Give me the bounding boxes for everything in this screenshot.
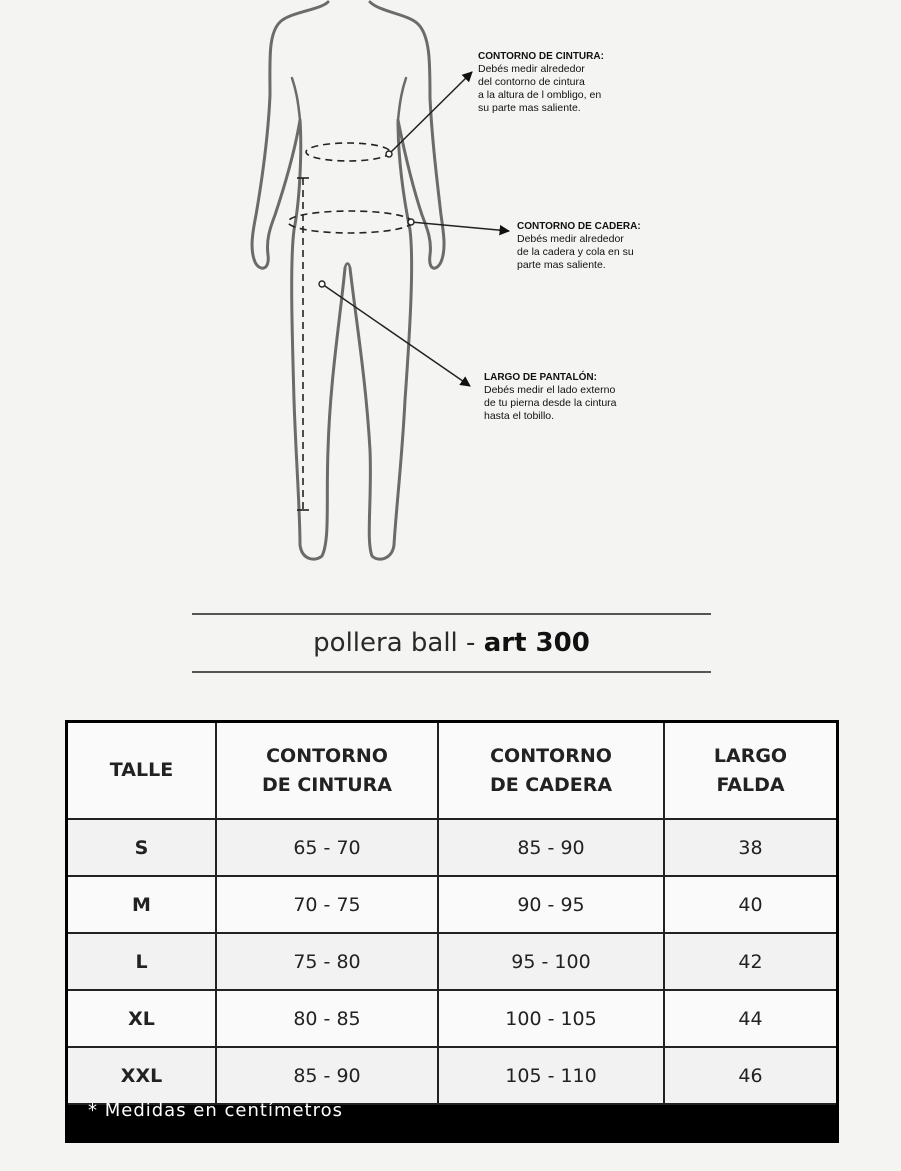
measurement-units-footnote: * Medidas en centímetros (88, 1100, 344, 1121)
waist-cell: 80 - 85 (217, 991, 439, 1048)
length-cell: 46 (665, 1048, 836, 1105)
hip-note-text: Debés medir alrededor de la cadera y cola en su parte mas saliente. (517, 233, 634, 271)
waist-cell: 75 - 80 (217, 934, 439, 991)
size-cell: XXL (68, 1048, 217, 1105)
length-cell: 40 (665, 877, 836, 934)
hip-cell: 105 - 110 (439, 1048, 665, 1105)
table-row (68, 991, 836, 1048)
header-skirt-length: LARGO FALDA (665, 723, 836, 820)
hip-measure-note (517, 220, 641, 272)
table-row (68, 1048, 836, 1105)
hip-cell: 90 - 95 (439, 877, 665, 934)
hip-cell: 100 - 105 (439, 991, 665, 1048)
waist-measure-note (478, 50, 604, 115)
product-name: pollera ball - (313, 628, 476, 658)
size-cell: L (68, 934, 217, 991)
size-cell: XL (68, 991, 217, 1048)
waist-note-title: CONTORNO DE CINTURA: (478, 51, 604, 62)
hip-cell: 95 - 100 (439, 934, 665, 991)
product-title (192, 613, 711, 673)
size-cell: S (68, 820, 217, 877)
header-waist: CONTORNO DE CINTURA (217, 723, 439, 820)
table-row (68, 877, 836, 934)
hip-cell: 85 - 90 (439, 820, 665, 877)
pant-length-note-text: Debés medir el lado externo de tu pierna desde la cintura hasta el tobillo. (484, 384, 617, 422)
pant-length-note-title: LARGO DE PANTALÓN: (484, 372, 597, 383)
waist-note-text: Debés medir alrededor del contorno de cintura a la altura de l ombligo, en su parte mas saliente. (478, 63, 602, 114)
header-hip: CONTORNO DE CADERA (439, 723, 665, 820)
length-cell: 44 (665, 991, 836, 1048)
product-article: art 300 (483, 628, 590, 658)
table-header-row (68, 723, 836, 820)
length-cell: 42 (665, 934, 836, 991)
hip-note-title: CONTORNO DE CADERA: (517, 221, 641, 232)
table-row (68, 820, 836, 877)
pant-length-note (484, 371, 617, 423)
size-cell: M (68, 877, 217, 934)
waist-cell: 70 - 75 (217, 877, 439, 934)
header-talle: TALLE (68, 723, 217, 820)
table-row (68, 934, 836, 991)
size-chart (65, 720, 839, 1143)
waist-cell: 65 - 70 (217, 820, 439, 877)
size-table (68, 723, 836, 1105)
length-cell: 38 (665, 820, 836, 877)
waist-cell: 85 - 90 (217, 1048, 439, 1105)
